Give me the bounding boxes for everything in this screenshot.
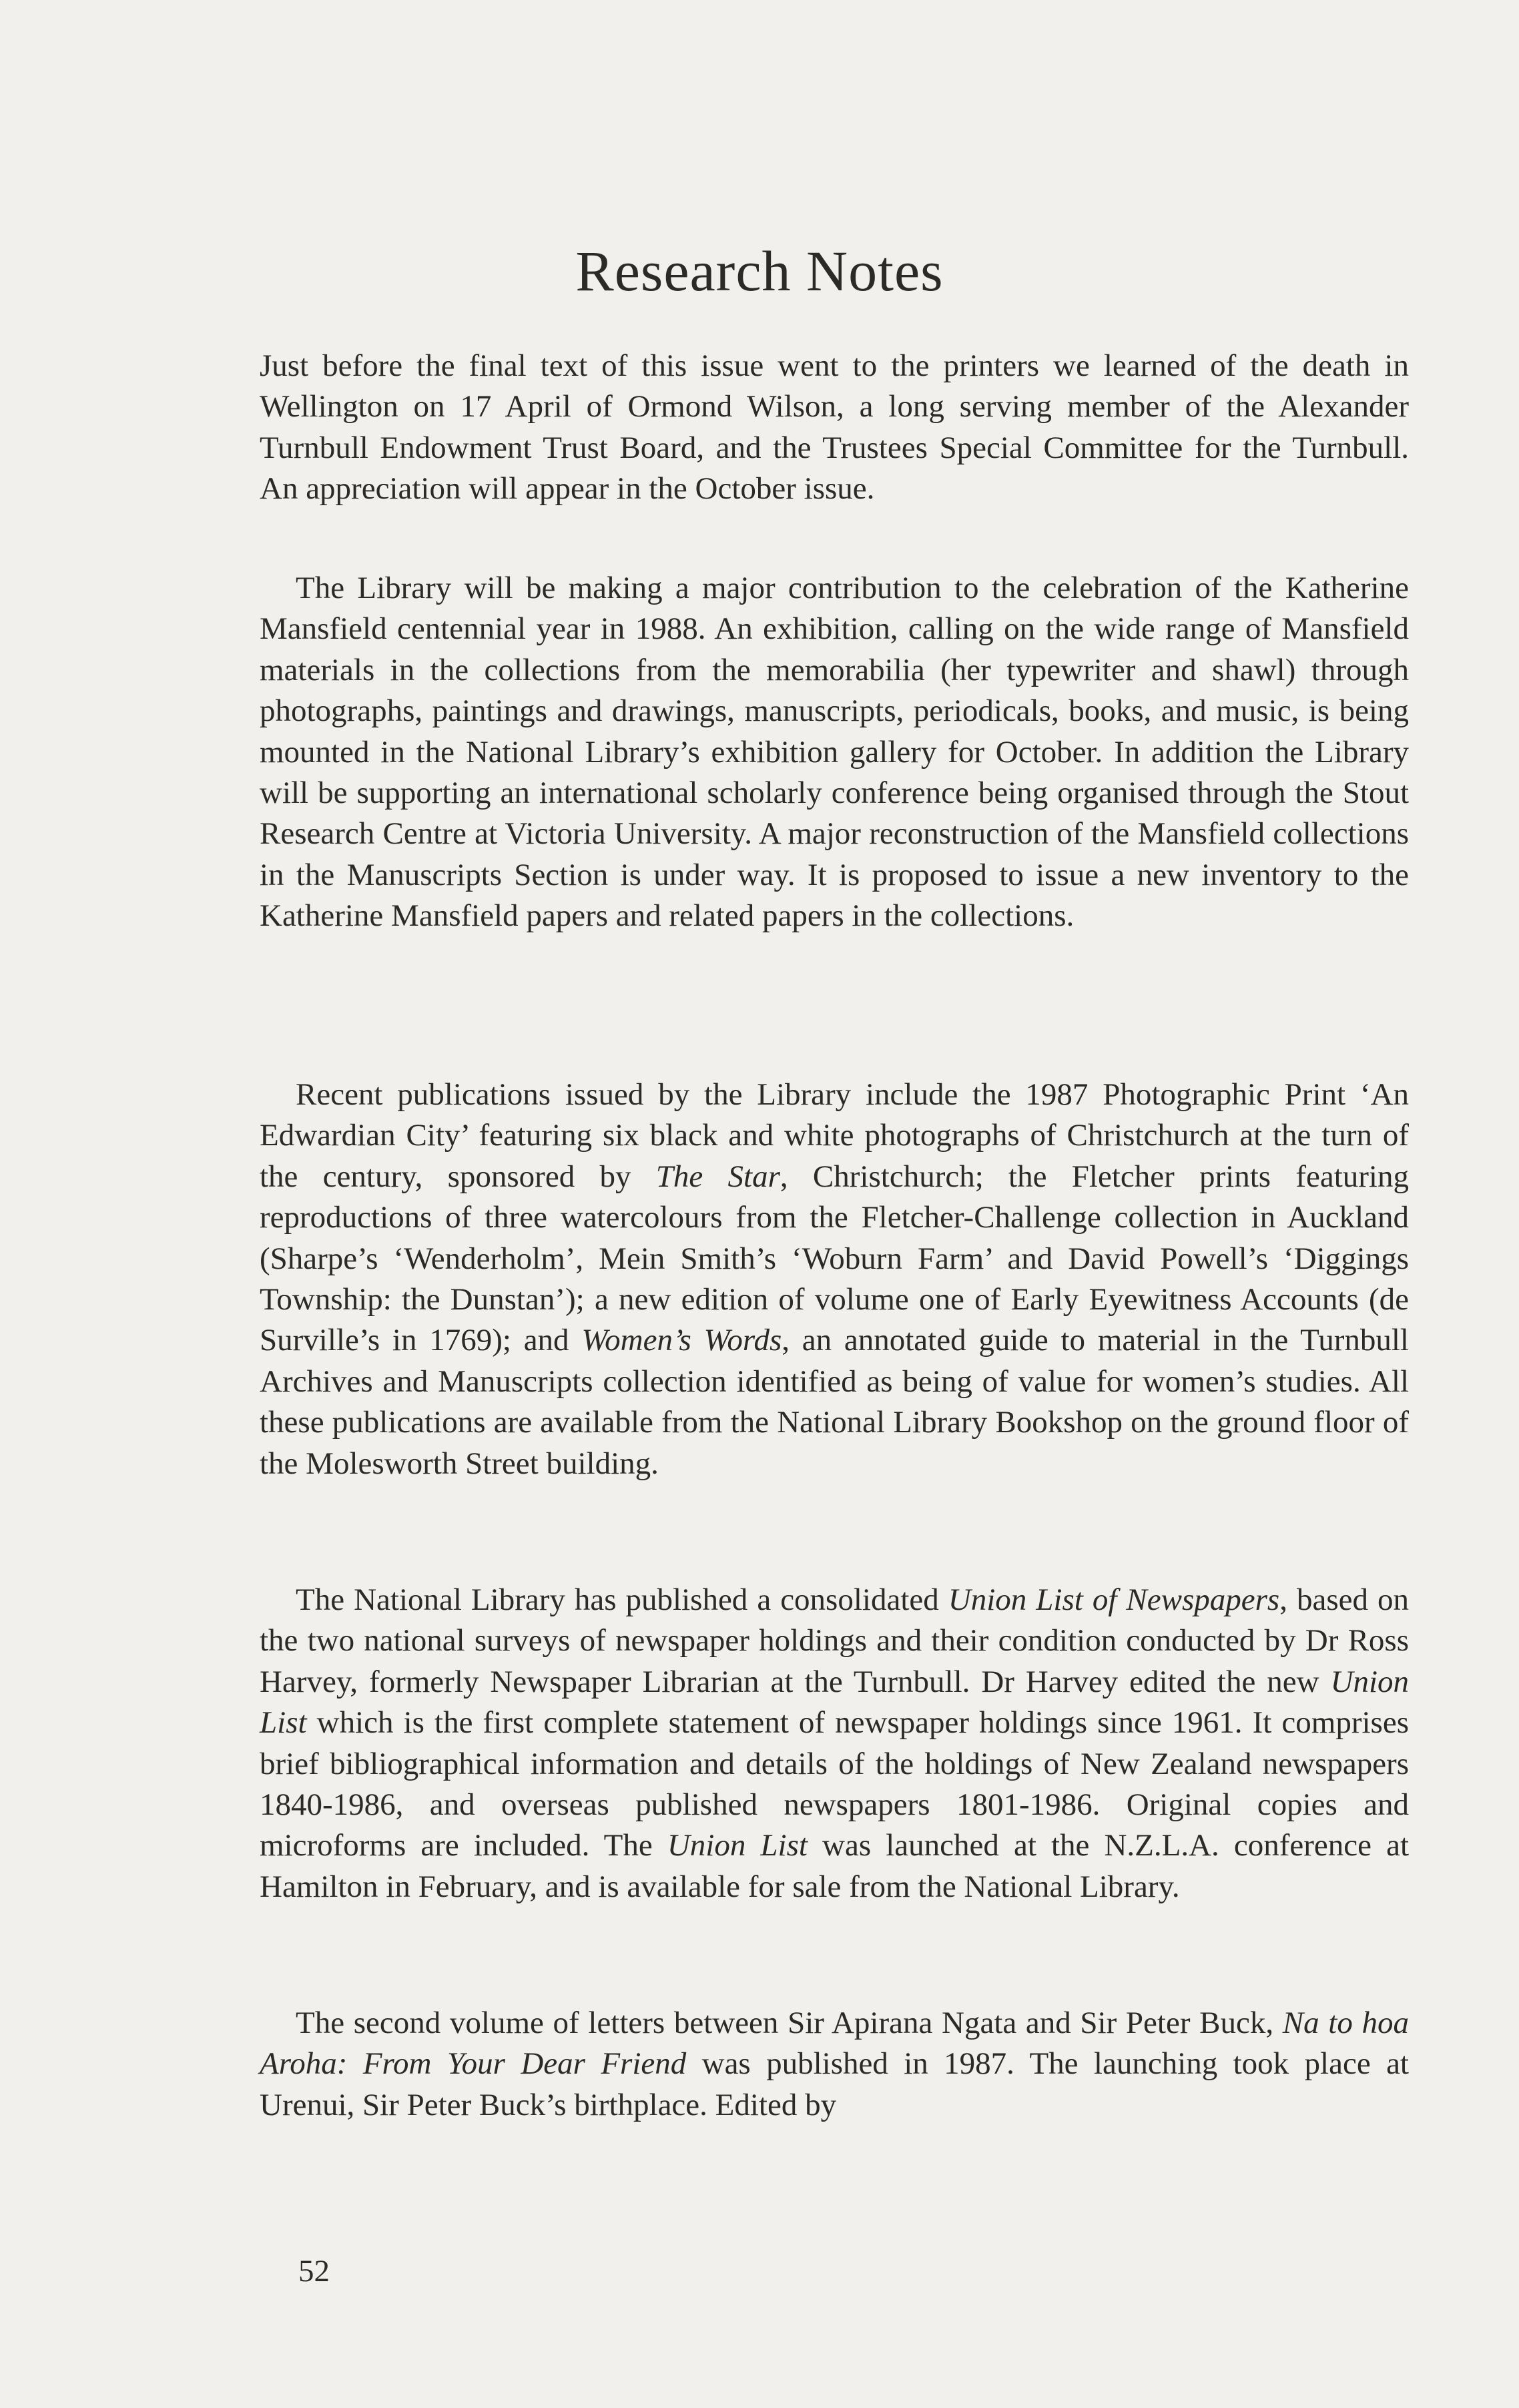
paragraph-text: which is the first complete statement of newspaper holdings since 1961. It comprises brief bibliographical information and details of the holdings of New Zealand newspapers 1840-1986, and overseas published newspapers 1801-1986. Original copies and microforms are included. The — [260, 1705, 1409, 1863]
paragraph-text: , Christchurch; the Fletcher prints featuring reproductions of three watercolours from the Fletcher-Challenge collection in Auckland (Sharpe’s ‘Wenderholm’, Mein Smith’s ‘Woburn Farm’ and David Powell’s ‘Diggings Township: the Dunstan’); a new edition of volume one of Early Eyewitness Accounts (de Surville’s in 1769); and — [260, 1159, 1409, 1358]
paragraph-text: The National Library has published a consolidated — [296, 1582, 948, 1617]
italic-title: The Star — [655, 1159, 780, 1194]
italic-title: Union List — [667, 1828, 808, 1863]
paragraph-union-list — [260, 1580, 1409, 1907]
page-number: 52 — [298, 2254, 330, 2289]
paragraph-text: Recent publications issued by the Library include the 1987 Photographic Print ‘An Edwardian City’ featuring six black and white photographs of Christchurch at the turn of the century, sponsored by — [260, 1077, 1409, 1194]
paragraph-text: was launched at the N.Z.L.A. conference at Hamilton in February, and is available for sale from the National Library. — [260, 1828, 1409, 1904]
italic-title: Union List — [260, 1664, 1409, 1741]
paragraph-ormond-wilson — [260, 346, 1409, 510]
paragraph-text: was published in 1987. The launching took place at Urenui, Sir Peter Buck’s birthplace. Edited by — [260, 2046, 1409, 2122]
paragraph-text: Just before the final text of this issue went to the printers we learned of the death in Wellington on 17 April of Ormond Wilson, a long serving member of the Alexander Turnbull Endowment Trust Board, and the Trustees Special Committee for the Turnbull. An appreciation will appear in the October issue. — [260, 348, 1409, 507]
paragraph-recent-publications — [260, 1075, 1409, 1484]
italic-title: Na to hoa Aroha: From Your Dear Friend — [260, 2006, 1409, 2082]
italic-title: Union List of Newspapers — [948, 1582, 1280, 1617]
paragraph-text: The Library will be making a major contribution to the celebration of the Katherine Mansfield centennial year in 1988. An exhibition, calling on the wide range of Mansfield materials in the collections from the memorabilia (her typewriter and shawl) through photographs, paintings and drawings, manuscripts, periodicals, books, and music, is being mounted in the National Library’s exhibition gallery for October. In addition the Library will be supporting an international scholarly conference being organised through the Stout Research Centre at Victoria University. A major reconstruction of the Mansfield collections in the Manuscripts Section is under way. It is proposed to issue a new inventory to the Katherine Mansfield papers and related papers in the collections. — [260, 571, 1409, 934]
paragraph-text: , based on the two national surveys of newspaper holdings and their condition conducted by Dr Ross Harvey, formerly Newspaper Librarian at the Turnbull. Dr Harvey edited the new — [260, 1582, 1409, 1699]
paragraph-text: The second volume of letters between Sir Apirana Ngata and Sir Peter Buck, — [296, 2006, 1283, 2040]
page-title: Research Notes — [575, 239, 944, 303]
paragraph-text: , an annotated guide to material in the Turnbull Archives and Manuscripts collection identified as being of value for women’s studies. All these publications are available from the National Library Bookshop on the ground floor of the Molesworth Street building. — [260, 1323, 1409, 1481]
italic-title: Women’s Words — [581, 1323, 782, 1358]
paragraph-mansfield-centennial — [260, 568, 1409, 937]
paragraph-ngata-buck-letters — [260, 2003, 1409, 2126]
